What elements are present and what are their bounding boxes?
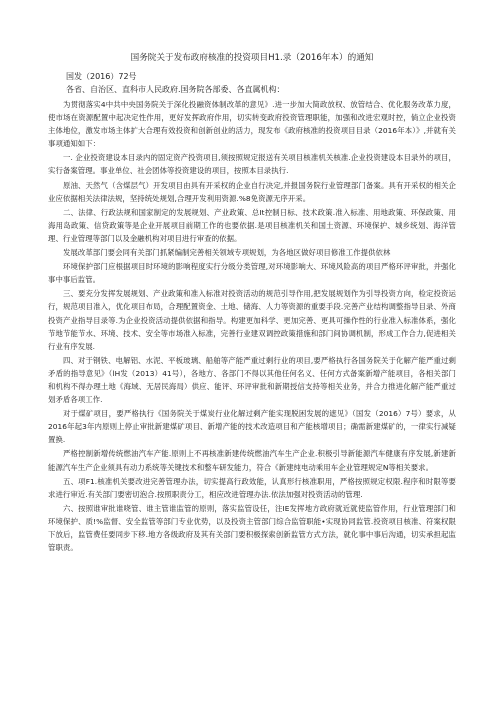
- paragraph-2-planning: 发展改革部门要会同有关部门抓紧编制完善相关领域专项规划，为各地区做好项目修准工作提供依林: [63, 248, 391, 258]
- paragraph-2: 二、法律、行政法规和国家制定的发展规划、产业政策、总It控制日标、技术政策.准入标准、用地政策、环保政策、用海用岛政策、信贷政策等是企业开展项目前期工作的也要依据.是项目核准机关和国土资源、环境保护、城乡统划、海洋管理、行业管理等部门以及金融机构对项目进行审查的依据。: [48, 207, 456, 243]
- paragraph-4: 四、对于钢铁、电解铝、水泥、平板玻璃、船舶等产能严重过剩行业的项目,要严格执行各国务院关于化解产能严重过剩矛盾的指导意见》（lH发（2013）41号），各地方、各部门不得以其他任何名义、任何方式备案新增产能项目，各相关部门和机构不得办理土地《海域、无居民海局）供应、能评、环评审批和新期授信支持等相关业务，并合力推进化解产能严重过划矛盾各项工作.: [48, 355, 456, 405]
- paragraph-4-vehicles: 严格控制新增传统燃油汽车产能.原则上不再核准新建传统燃油汽车生产企业.积极引导新能源汽车健康有序发展,新建新能源汽车生产企业须具有动力系统等关键技术和整车研发能力，符合《新建纯电动乘用车企业管理规定N等相关要求。: [48, 449, 456, 472]
- paragraph-3: 三、要充分发挥发展规划、产业政策和准入标准对投资活动的规范引导作用,把发展规划作为引导投资方向，检定投资运行，规范项目准入，优化项目布局，合理配置资金、土地、储海、人力等资源的重要手段.完善产业结构调整指导目录、外商投资产业指导目录等.为企业投资活动提供依据和指导。构建更加科学、更加完善、更具可操作性的行业准入标准体系，强化节地节能节水、环境、技术、安全等市场准入标准，完善行业建双调控政策措施和部门间协调机制，形成工作合力,促进相关行业有序发展.: [48, 289, 456, 351]
- paragraph-4-coal: 对于煤矿项目，要严格执行《国务院关于煤炭行业化解过剩产能实现脱困发展的遮见》（国发（2016）7号）要求，从2016年起3年内原则上停止审批新建煤矿项目、新增产能的技术改造项目和产能核增项目；确需新建煤矿的，一律实行减疑置换.: [48, 409, 456, 445]
- document-body: [48, 98, 456, 554]
- paragraph-1-oil-gas: 原油、天然气（含煤层气）开发项目由具有开采权的企业自行决定,并报国务院行业管理部门备案。具有开采权的相关企业应依据相关法律法规，坚持统处规划,合理开发利用资源.%8免资源无序开采。: [48, 180, 456, 203]
- paragraph-2-environment: 环境保护部门应根据项目时环境的影响程度实行分级分类管理,对环境影响大、环境风险高的项目严格环评审批，并强化事中事后监管。: [48, 262, 456, 285]
- document-addressee: 各省、自治区、直科市人民政府.国务院各部委、各直属机构：: [66, 85, 285, 94]
- paragraph-intro: 为贯彻落实4中共中央国务院关于深化投融资体制改革的意见》.进一步加大简政放权、放管结合、优化服务改革力度，使市场在资源配置中起决定性作用，更好发挥政府作用，切实转变政府投资管理职能，加强和改进宏观时控，倘立企业投资主体地位，激发市场主体扩大合理有效投资和创新创业的活力，现发布《政府核准的投资项目目录（2016年本）》,并就有关事项通知如下：: [48, 100, 456, 149]
- paragraph-6: 六、按照谁审批谁哓管、谁主管谁监管的原则，落实监管设任，注IE发挥地方政府就近就使监管作用，行业管理部门和环境保护、质!%监督、安全监管等部门专业优势，以及投资主管部门综合监管职能•实现协同监管.投资项目核准、符案权限下放后，监管费任要同步下移.地方各级政府及其有关部门要积极探索创新监管方式方法，就化事中事后沟通，切实承担起监管职责。: [48, 503, 456, 553]
- document-title: 国务院关于发布政府核准的投资项目H1.录（2016年本）的通知: [130, 53, 374, 63]
- document-number: 国发（2016）72号: [66, 72, 137, 81]
- paragraph-1: 一. 企业投资建设本目录内的固定资产投资项目,须按照规定报送有关项目核准机关核准.企业投资建设本目录外的项目，实行备案管理。事业单位、社会团体等投资建设的项目，按照本目录执行.: [48, 153, 456, 176]
- paragraph-5: 五、项F1.核准机关要改进完善管理办法，切实提高行政效能，认真形行核准职用，严格按照规定权限.程序和时限等要求进行审近.有关部门要密切泡合.按照职责分工，相应改进管理办法.依法加强对投资活动的管理.: [48, 476, 456, 499]
